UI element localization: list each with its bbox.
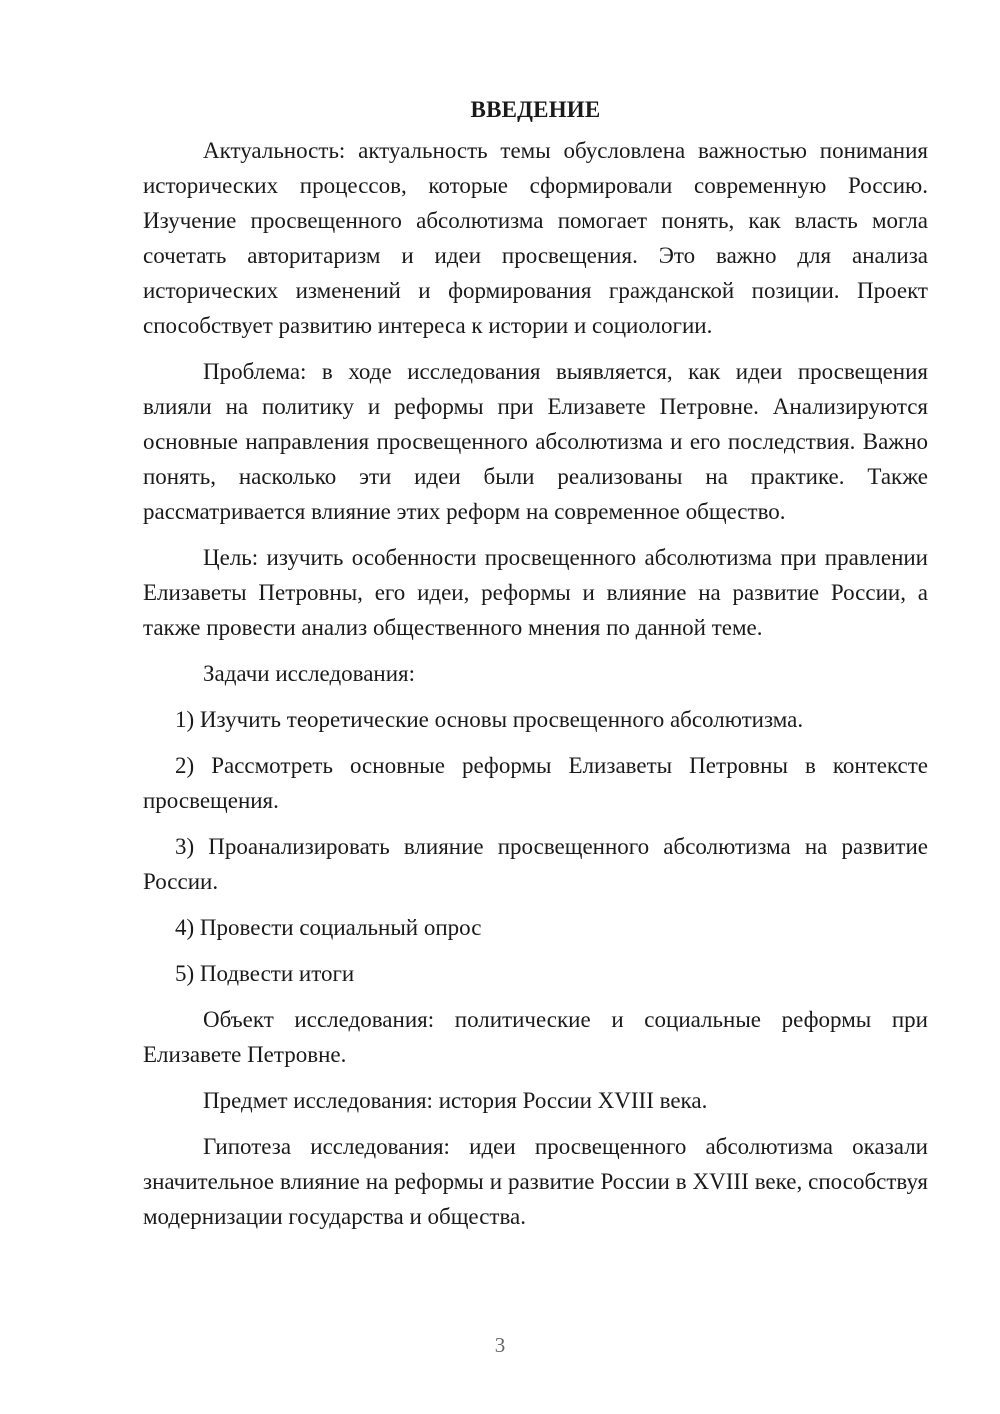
task-item-3: 3) Проанализировать влияние просвещенного абсолютизма на развитие России.: [143, 834, 928, 894]
document-page: [143, 92, 928, 1245]
paragraph-problem: Проблема: в ходе исследования выявляется, как идеи просвещения влияли на политику и реформы при Елизавете Петровне. Анализируются основные направления просвещенного абсолютизма и его последствия. Важно понять, насколько эти идеи были реализованы на практике. Также рассматривается влияние этих реформ на современное общество.: [143, 359, 928, 524]
paragraph-hypothesis: Гипотеза исследования: идеи просвещенного абсолютизма оказали значительное влияние на реформы и развитие России в XVIII веке, способствуя модернизации государства и общества.: [143, 1134, 928, 1229]
paragraph-tasks-heading: Задачи исследования:: [203, 661, 416, 686]
section-title: ВВЕДЕНИЕ: [470, 97, 601, 122]
paragraph-object: Объект исследования: политические и социальные реформы при Елизавете Петровне.: [143, 1007, 928, 1067]
page-number: 3: [494, 1333, 506, 1357]
task-item-2: 2) Рассмотреть основные реформы Елизаветы Петровны в контексте просвещения.: [143, 753, 928, 813]
paragraph-goal: Цель: изучить особенности просвещенного абсолютизма при правлении Елизаветы Петровны, его идеи, реформы и влияние на развитие России, а также провести анализ общественного мнения по данной теме.: [143, 545, 928, 640]
paragraph-relevance: Актуальность: актуальность темы обусловлена важностью понимания исторических процессов, которые сформировали современную Россию. Изучение просвещенного абсолютизма помогает понять, как власть могла сочетать авторитаризм и идеи просвещения. Это важно для анализа исторических изменений и формирования гражданской позиции. Проект способствует развитию интереса к истории и социологии.: [143, 138, 928, 338]
paragraph-subject: Предмет исследования: история России XVIII века.: [203, 1088, 708, 1113]
task-item-5: 5) Подвести итоги: [175, 961, 355, 986]
task-item-4: 4) Провести социальный опрос: [175, 915, 482, 940]
task-item-1: 1) Изучить теоретические основы просвещенного абсолютизма.: [175, 707, 804, 732]
